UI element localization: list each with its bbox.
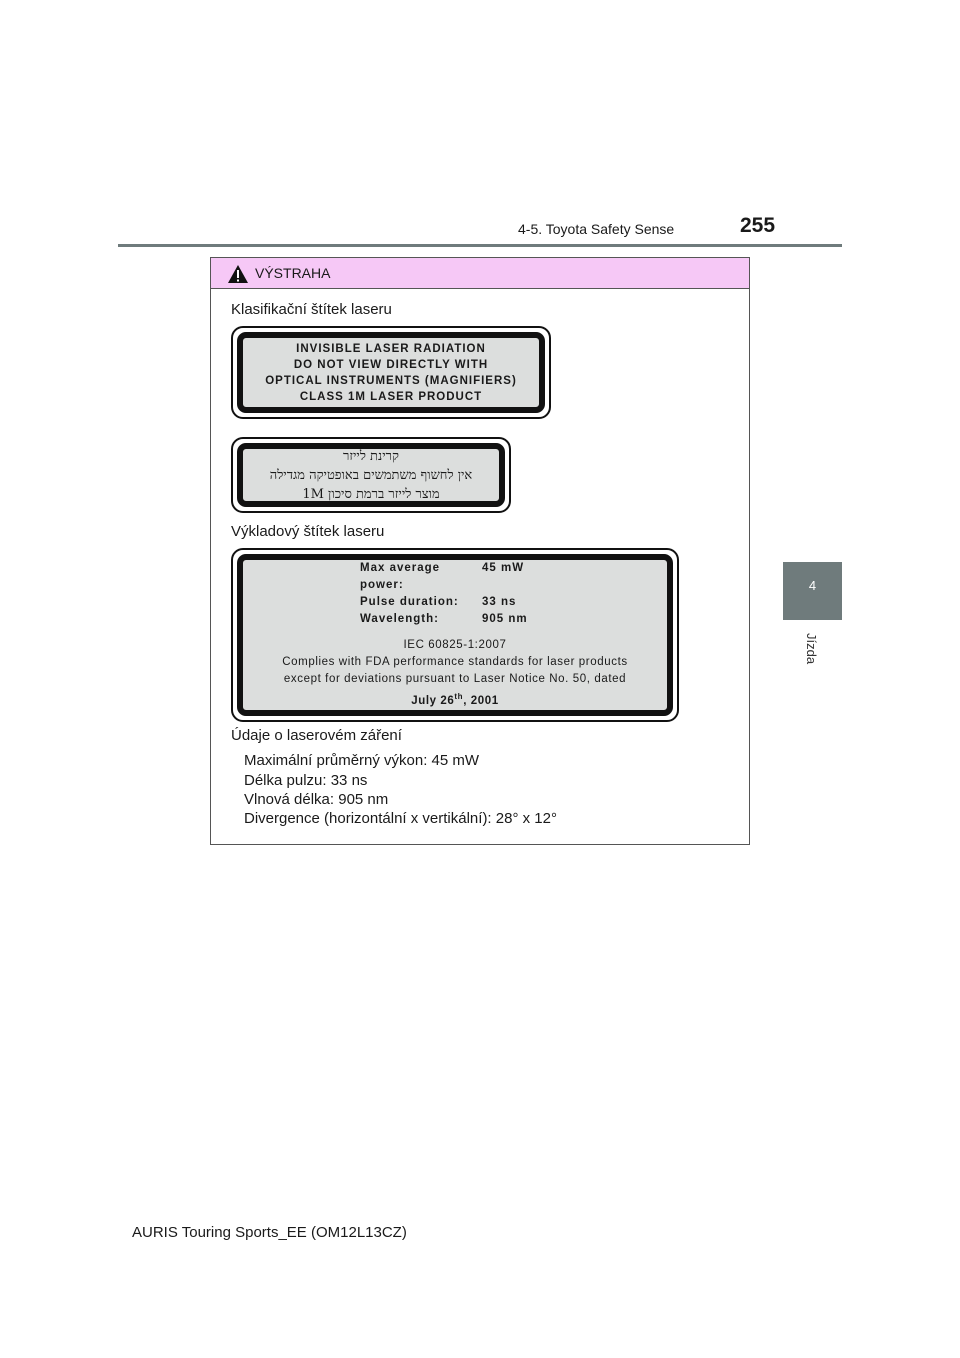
warning-title: VÝSTRAHA [255, 265, 331, 281]
date-suffix: , 2001 [463, 695, 499, 707]
spec-key: Max average power: [360, 562, 441, 591]
chapter-label: Jízda [804, 633, 819, 665]
explanatory-heading: Výkladový štítek laseru [231, 523, 385, 540]
label-line: DO NOT VIEW DIRECTLY WITH [293, 358, 489, 371]
spec-value: 905 nm [482, 613, 528, 625]
label-line-he: קרינת לייזר [343, 448, 399, 464]
spec-value: 33 ns [482, 596, 517, 608]
label-line: CLASS 1M LASER PRODUCT [299, 390, 483, 403]
laser-label-english [231, 326, 551, 419]
radiation-item: Délka pulzu: 33 ns [244, 772, 368, 789]
classification-heading: Klasifikační štítek laseru [231, 301, 392, 318]
warning-triangle-icon [227, 264, 249, 284]
label-line-he: אין לחשוף משתמשים באופטיקה מגדילה [269, 467, 473, 483]
header-divider [118, 244, 842, 247]
page-number: 255 [740, 214, 776, 237]
radiation-item: Vlnová délka: 905 nm [244, 791, 389, 808]
spec-key: Pulse duration: [360, 596, 459, 608]
radiation-heading: Údaje o laserovém záření [231, 727, 402, 744]
spec-key: Wavelength: [360, 613, 439, 625]
chapter-number: 4 [808, 578, 817, 593]
spec-row-wavelength [360, 611, 550, 628]
compliance-line: Complies with FDA performance standards for laser products [282, 656, 628, 669]
label-line: INVISIBLE LASER RADIATION [296, 342, 486, 355]
spec-row-power [360, 560, 550, 594]
section-title: 4-5. Toyota Safety Sense [518, 221, 675, 237]
compliance-date [411, 688, 499, 710]
laser-label-hebrew [231, 437, 511, 513]
date-prefix: July 26 [411, 695, 455, 707]
warning-box [210, 257, 750, 845]
date-suffix-sup: th [454, 692, 464, 702]
warning-header [211, 258, 749, 289]
radiation-item: Divergence (horizontální x vertikální): 28° x 12° [244, 810, 557, 827]
spec-value: 45 mW [482, 562, 525, 574]
document-footer: AURIS Touring Sports_EE (OM12L13CZ) [132, 1224, 407, 1241]
compliance-line: except for deviations pursuant to Laser Notice No. 50, dated [283, 673, 627, 686]
label-line: OPTICAL INSTRUMENTS (MAGNIFIERS) [265, 374, 517, 387]
laser-spec-label [231, 548, 679, 722]
standard-line: IEC 60825-1:2007 [403, 639, 507, 652]
radiation-item: Maximální průměrný výkon: 45 mW [244, 752, 480, 769]
label-line-he: מוצר לייזר ברמת סיכון 1M [302, 486, 440, 502]
spec-row-pulse [360, 594, 550, 611]
